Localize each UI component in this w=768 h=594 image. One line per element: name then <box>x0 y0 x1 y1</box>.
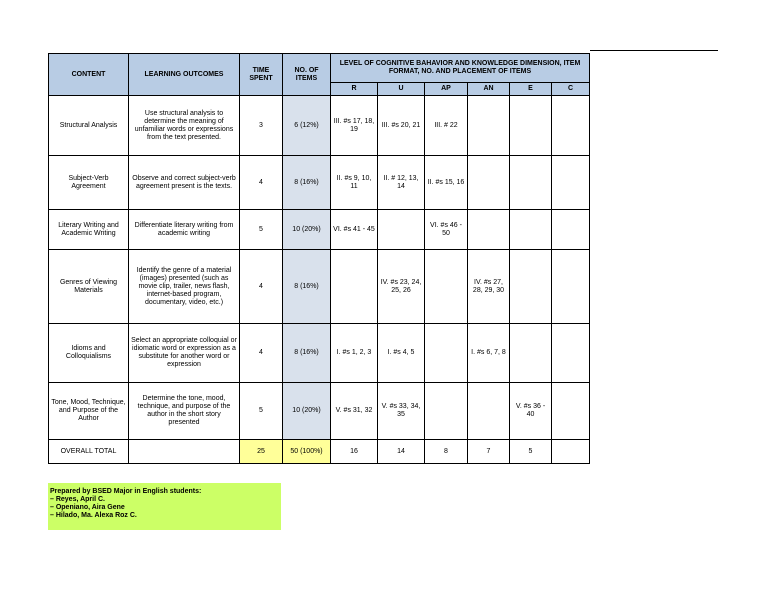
prepared-by-note <box>48 483 281 530</box>
total-row <box>49 440 590 464</box>
row-items: 10 (20%) <box>283 210 331 250</box>
header-learning-outcomes: LEARNING OUTCOMES <box>129 54 240 96</box>
cell-u <box>378 210 425 250</box>
cell-u: II. # 12, 13, 14 <box>378 156 425 210</box>
cell-r: II. #s 9, 10, 11 <box>331 156 378 210</box>
header-no-of-items: NO. OF ITEMS <box>283 54 331 96</box>
note-name: – Openiano, Aira Gene <box>50 504 125 511</box>
cell-an: IV. #s 27, 28, 29, 30 <box>468 250 510 324</box>
top-rule <box>590 50 718 51</box>
cell-c <box>552 156 590 210</box>
cell-c <box>552 383 590 440</box>
table-row <box>49 324 590 383</box>
row-outcome: Observe and correct subject-verb agreement present is the texts. <box>129 156 240 210</box>
cell-an: I. #s 6, 7, 8 <box>468 324 510 383</box>
table-row <box>49 210 590 250</box>
note-name: – Hilado, Ma. Alexa Roz C. <box>50 512 137 519</box>
row-items: 10 (20%) <box>283 383 331 440</box>
cell-an <box>468 383 510 440</box>
cell-an <box>468 156 510 210</box>
total-an: 7 <box>468 440 510 464</box>
header-level-an: AN <box>468 83 510 96</box>
header-level-e: E <box>510 83 552 96</box>
total-e: 5 <box>510 440 552 464</box>
cell-r: VI. #s 41 - 45 <box>331 210 378 250</box>
cell-c <box>552 96 590 156</box>
table-row <box>49 383 590 440</box>
note-name: – Reyes, April C. <box>50 496 105 503</box>
table-row <box>49 96 590 156</box>
row-items: 6 (12%) <box>283 96 331 156</box>
cell-u: V. #s 33, 34, 35 <box>378 383 425 440</box>
header-level-r: R <box>331 83 378 96</box>
row-content: Tone, Mood, Technique, and Purpose of the Author <box>49 383 129 440</box>
header-level: LEVEL OF COGNITIVE BAHAVIOR AND KNOWLEDGE DIMENSION, ITEM FORMAT, NO. AND PLACEMENT OF ITEMS <box>331 54 590 83</box>
cell-e <box>510 156 552 210</box>
cell-u: I. #s 4, 5 <box>378 324 425 383</box>
table-row <box>49 250 590 324</box>
row-items: 8 (16%) <box>283 156 331 210</box>
header-level-ap: AP <box>425 83 468 96</box>
cell-ap: VI. #s 46 - 50 <box>425 210 468 250</box>
row-time: 3 <box>240 96 283 156</box>
row-outcome: Differentiate literary writing from academic writing <box>129 210 240 250</box>
cell-ap <box>425 324 468 383</box>
row-outcome: Determine the tone, mood, technique, and purpose of the author in the short story presented <box>129 383 240 440</box>
cell-c <box>552 324 590 383</box>
cell-r: V. #s 31, 32 <box>331 383 378 440</box>
cell-u: III. #s 20, 21 <box>378 96 425 156</box>
row-outcome: Select an appropriate colloquial or idiomatic word or expression as a substitute for another word or expression <box>129 324 240 383</box>
cell-e <box>510 250 552 324</box>
cell-c <box>552 210 590 250</box>
row-time: 5 <box>240 210 283 250</box>
total-c <box>552 440 590 464</box>
row-content: Subject-Verb Agreement <box>49 156 129 210</box>
cell-an <box>468 96 510 156</box>
cell-ap: III. # 22 <box>425 96 468 156</box>
cell-u: IV. #s 23, 24, 25, 26 <box>378 250 425 324</box>
table-row <box>49 156 590 210</box>
row-content: Genres of Viewing Materials <box>49 250 129 324</box>
total-outcome <box>129 440 240 464</box>
cell-c <box>552 250 590 324</box>
cell-e: V. #s 36 - 40 <box>510 383 552 440</box>
cell-ap <box>425 250 468 324</box>
total-label: OVERALL TOTAL <box>49 440 129 464</box>
cell-e <box>510 210 552 250</box>
table-of-specifications <box>48 53 590 464</box>
total-u: 14 <box>378 440 425 464</box>
header-time-spent: TIME SPENT <box>240 54 283 96</box>
cell-r: III. #s 17, 18, 19 <box>331 96 378 156</box>
header-content: CONTENT <box>49 54 129 96</box>
cell-e <box>510 324 552 383</box>
total-time: 25 <box>240 440 283 464</box>
total-ap: 8 <box>425 440 468 464</box>
cell-r <box>331 250 378 324</box>
note-title: Prepared by BSED Major in English students: <box>50 488 202 495</box>
row-time: 4 <box>240 250 283 324</box>
row-time: 5 <box>240 383 283 440</box>
cell-ap <box>425 383 468 440</box>
row-content: Literary Writing and Academic Writing <box>49 210 129 250</box>
cell-r: I. #s 1, 2, 3 <box>331 324 378 383</box>
total-r: 16 <box>331 440 378 464</box>
row-time: 4 <box>240 324 283 383</box>
row-content: Structural Analysis <box>49 96 129 156</box>
row-content: Idioms and Colloquialisms <box>49 324 129 383</box>
cell-e <box>510 96 552 156</box>
header-level-c: C <box>552 83 590 96</box>
row-outcome: Identify the genre of a material (images) presented (such as movie clip, trailer, news flash, internet-based program, documentary, video, etc.) <box>129 250 240 324</box>
cell-ap: II. #s 15, 16 <box>425 156 468 210</box>
row-time: 4 <box>240 156 283 210</box>
row-outcome: Use structural analysis to determine the meaning of unfamiliar words or expressions from the text presented. <box>129 96 240 156</box>
row-items: 8 (16%) <box>283 250 331 324</box>
cell-an <box>468 210 510 250</box>
header-level-u: U <box>378 83 425 96</box>
row-items: 8 (16%) <box>283 324 331 383</box>
total-items: 50 (100%) <box>283 440 331 464</box>
